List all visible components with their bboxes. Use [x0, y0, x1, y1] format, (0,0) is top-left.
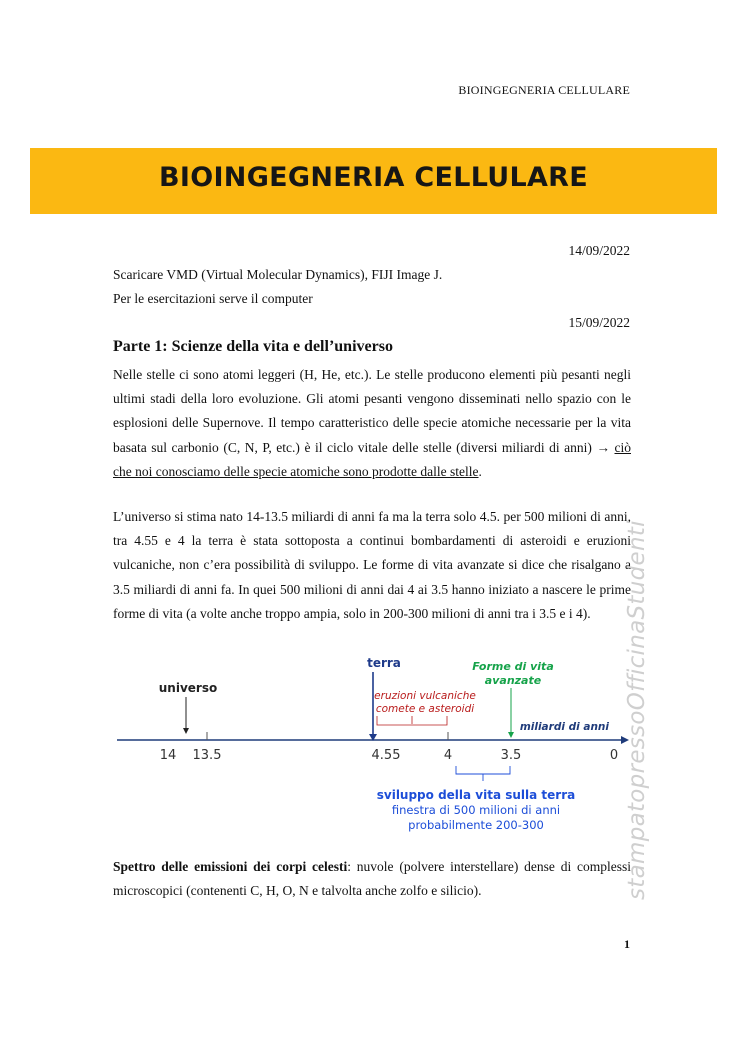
running-header: BIOINGEGNERIA CELLULARE	[458, 83, 630, 97]
paragraph-stelle-text: Nelle stelle ci sono atomi leggeri (H, He, etc.). Le stelle producono elementi più pesanti negli ultimi stadi della loro evoluzione. Gli atomi pesanti vengono disseminati nello spazio con le esplosioni delle Supernove. Il tempo caratteristico delle specie atomiche necessarie per la vita basata sul carbonio (C, N, P, etc.) è il ciclo vitale delle stelle (diversi miliardi di anni) →	[113, 367, 631, 455]
paragraph-stelle-end: .	[478, 463, 482, 479]
date-second: 15/09/2022	[568, 315, 630, 330]
paragraph-stelle	[113, 363, 631, 484]
paragraph-spettro-text: : nuvole (polvere interstellare) dense di complessi microscopici (contenenti C, H, O, N e talvolta anche zolfo e silicio).	[113, 859, 631, 899]
arrow-universo-head	[183, 728, 189, 734]
label-forme-2: avanzate	[484, 674, 542, 687]
paragraph-spettro-bold: Spettro delle emissioni dei corpi celesti	[113, 859, 348, 874]
intro-line-2: Per le esercitazioni serve il computer	[113, 291, 313, 306]
label-universo: universo	[158, 681, 218, 695]
tick-label-0: 0	[609, 748, 619, 763]
axis-label: miliardi di anni	[519, 721, 609, 733]
intro-line-1: Scaricare VMD (Virtual Molecular Dynamics), FIJI Image J.	[113, 267, 443, 282]
timeline-diagram	[113, 650, 633, 840]
paragraph-universo: L’universo si stima nato 14-13.5 miliardi di anni fa ma la terra solo 4.5. per 500 milioni di anni, tra 4.55 e 4 la terra è stata sottoposta a continui bombardamenti di asteroidi e eruzioni vulcaniche, non c’era possibilità di sviluppo. Le forme di vita avanzate si dice che risalgano a 3.5 miliardi di anni fa. In quei 500 milioni di anni dai 4 ai 3.5 hanno iniziato a nascere le prime forme di vita (a volte anche troppo ampia, solo in 200-300 milioni di anni tra i 3.5 e i 4).	[113, 509, 631, 621]
tick-label-3-5: 3.5	[500, 748, 522, 763]
tick-label-14: 14	[159, 748, 177, 763]
date-first: 14/09/2022	[568, 243, 630, 258]
label-eruzioni-2: comete e asteroidi	[375, 703, 475, 715]
label-eruzioni-1: eruzioni vulcaniche	[374, 690, 476, 702]
section-heading: Parte 1: Scienze della vita e dell’universo	[113, 338, 393, 355]
page-title: BIOINGEGNERIA CELLULARE	[158, 162, 589, 193]
tick-label-13-5: 13.5	[192, 748, 222, 763]
label-sviluppo-1: sviluppo della vita sulla terra	[376, 788, 576, 802]
arrow-forme-head	[508, 732, 514, 738]
tick-label-4: 4	[443, 748, 453, 763]
paragraph-spettro	[113, 855, 631, 903]
label-terra: terra	[367, 656, 401, 670]
label-sviluppo-3: probabilmente 200-300	[408, 818, 544, 832]
page-number: 1	[624, 937, 630, 951]
bracket-sviluppo	[456, 766, 510, 774]
paragraph-stelle-underlined: ciò che noi conosciamo delle specie atomiche sono prodotte dalle stelle	[113, 439, 631, 479]
label-sviluppo-2: finestra di 500 milioni di anni	[391, 803, 561, 817]
label-forme-1: Forme di vita	[472, 660, 554, 673]
tick-label-4-55: 4.55	[371, 748, 401, 763]
title-banner	[30, 148, 717, 214]
watermark: stampatopressoOfficinaStudenti	[624, 520, 650, 900]
